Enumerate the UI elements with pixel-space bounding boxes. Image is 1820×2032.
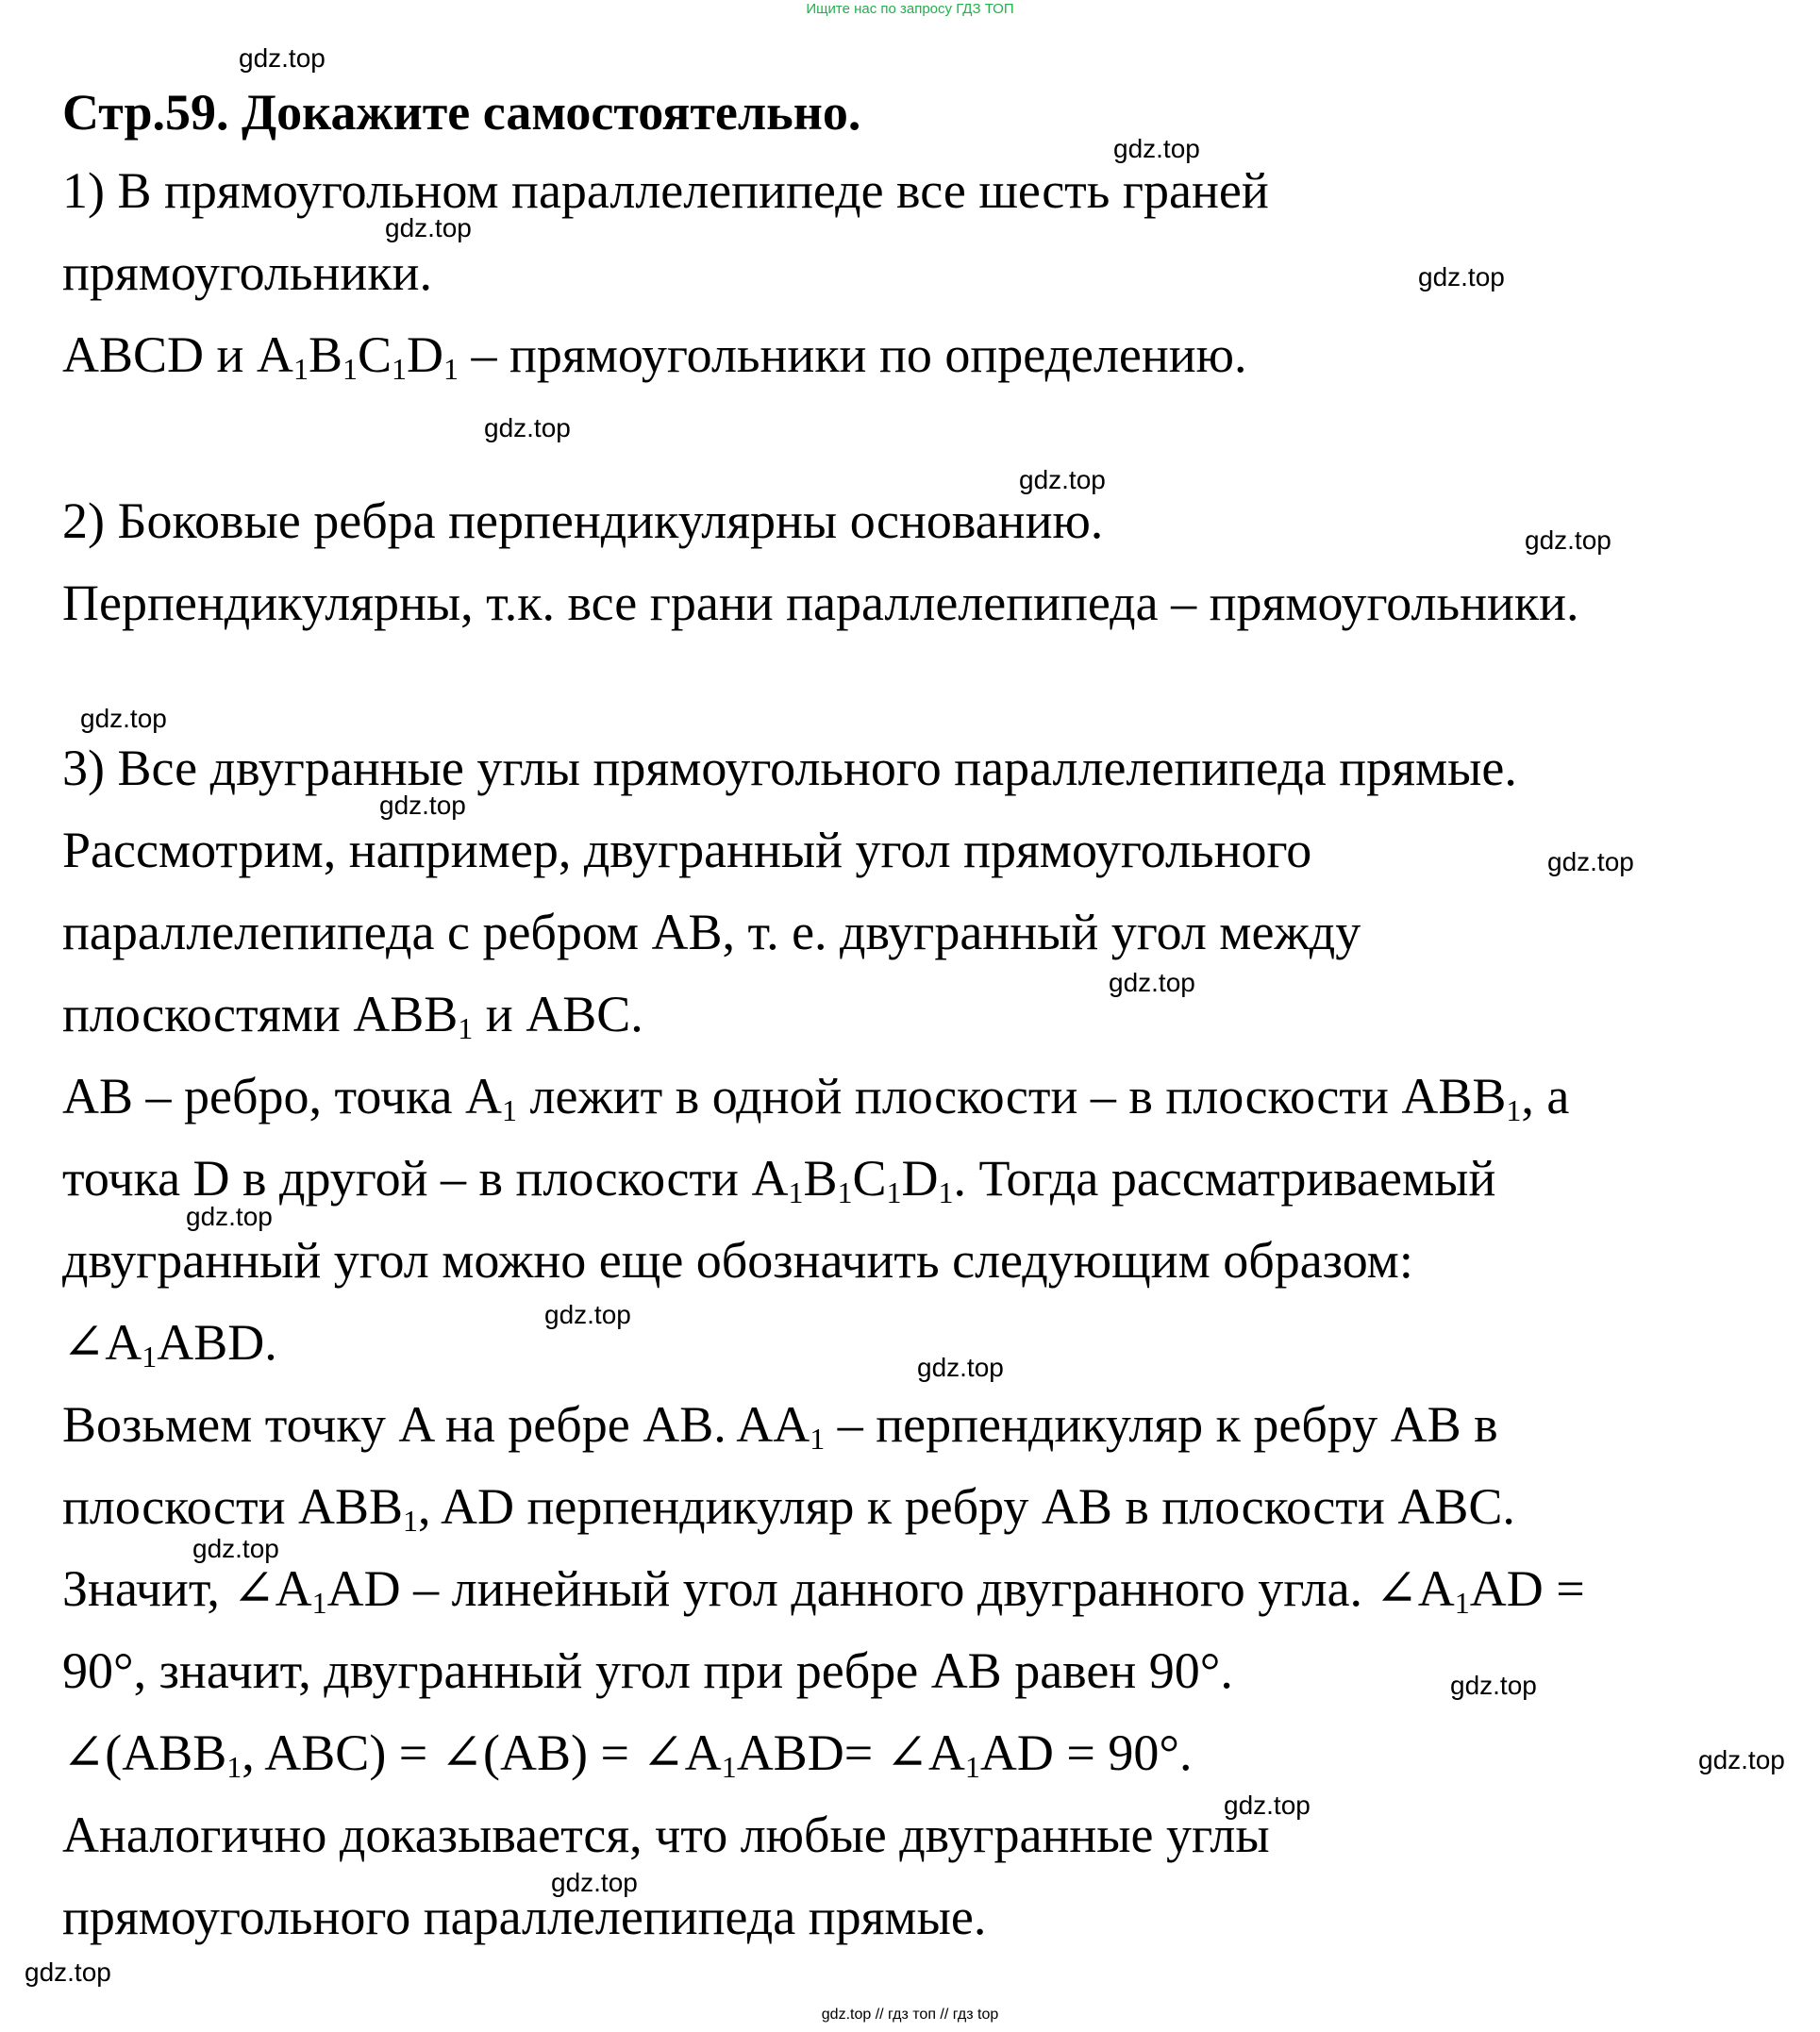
text-line-9: плоскостями $ABB_1$ и ABC.: [62, 986, 643, 1045]
watermark: gdz.top: [385, 213, 472, 242]
text-line-16: Значит, $\angle A_1AD$ – линейный угол данного двугранного угла. $\angle A_1AD$ =: [62, 1560, 1585, 1620]
text-line-17: 90°, значит, двугранный угол при ребре AB равен 90°.: [62, 1642, 1233, 1699]
watermark: gdz.top: [1019, 465, 1106, 494]
text-line-2: прямоугольники.: [62, 244, 432, 301]
watermark: gdz.top: [1109, 968, 1195, 997]
text-line-5: Перпендикулярны, т.к. все грани параллелепипеда – прямоугольники.: [62, 575, 1579, 631]
top-banner: Ищите нас по запросу ГДЗ ТОП: [806, 1, 1014, 17]
text-line-6: 3) Все двугранные углы прямоугольного параллелепипеда прямые.: [62, 740, 1517, 796]
text-line-15: плоскости $ABB_1$, AD перпендикуляр к ребру AB в плоскости ABC.: [62, 1478, 1515, 1538]
watermark: gdz.top: [1698, 1745, 1785, 1774]
text-line-12: двугранный угол можно еще обозначить следующим образом:: [62, 1232, 1413, 1289]
text-line-14: Возьмем точку A на ребре AB. $AA_1$ – перпендикуляр к ребру AB в: [62, 1396, 1498, 1456]
footer-watermark: gdz.top // гдз топ // гдз top: [821, 2007, 999, 2023]
watermark: gdz.top: [192, 1534, 279, 1563]
watermark: gdz.top: [484, 413, 571, 442]
watermark: gdz.top: [544, 1300, 631, 1329]
watermark: gdz.top: [1450, 1671, 1537, 1700]
watermark: gdz.top: [239, 43, 326, 73]
text-line-4: 2) Боковые ребра перпендикулярны основанию.: [62, 492, 1104, 549]
text-line-19: Аналогично доказывается, что любые двугранные углы: [62, 1807, 1270, 1863]
watermark: gdz.top: [379, 791, 466, 820]
watermark: gdz.top: [80, 704, 167, 733]
text-line-7: Рассмотрим, например, двугранный угол прямоугольного: [62, 822, 1312, 878]
watermark: gdz.top: [551, 1868, 638, 1897]
watermark: gdz.top: [186, 1202, 273, 1231]
text-line-13: $\angle A_1ABD$.: [62, 1314, 277, 1374]
watermark: gdz.top: [25, 1957, 111, 1987]
watermark: gdz.top: [1224, 1790, 1311, 1820]
watermark: gdz.top: [1547, 847, 1634, 876]
watermark: gdz.top: [917, 1353, 1004, 1382]
watermark: gdz.top: [1418, 262, 1505, 291]
text-line-20: прямоугольного параллелепипеда прямые.: [62, 1889, 987, 1945]
text-line-18: $\angle(ABB_1$, ABC) = ∠(AB) = $\angle A_1ABD=$ $\angle A_1AD = 90^\circ$.: [62, 1724, 1193, 1784]
text-line-11: точка D в другой – в плоскости $A_1B_1C_1D_1$. Тогда рассматриваемый: [62, 1150, 1496, 1209]
text-line-1: 1) В прямоугольном параллелепипеде все шесть граней: [62, 162, 1269, 219]
page-title: Стр.59. Докажите самостоятельно.: [62, 84, 861, 141]
text-line-3: ABCD и $A_1B_1C_1D_1$ – прямоугольники по определению.: [62, 326, 1247, 386]
text-line-8: параллелепипеда с ребром AB, т. е. двугранный угол между: [62, 904, 1361, 960]
text-line-10: AB – ребро, точка $A_1$ лежит в одной плоскости – в плоскости $ABB_1$, а: [62, 1068, 1570, 1127]
watermark: gdz.top: [1525, 525, 1611, 555]
watermark: gdz.top: [1113, 134, 1200, 163]
